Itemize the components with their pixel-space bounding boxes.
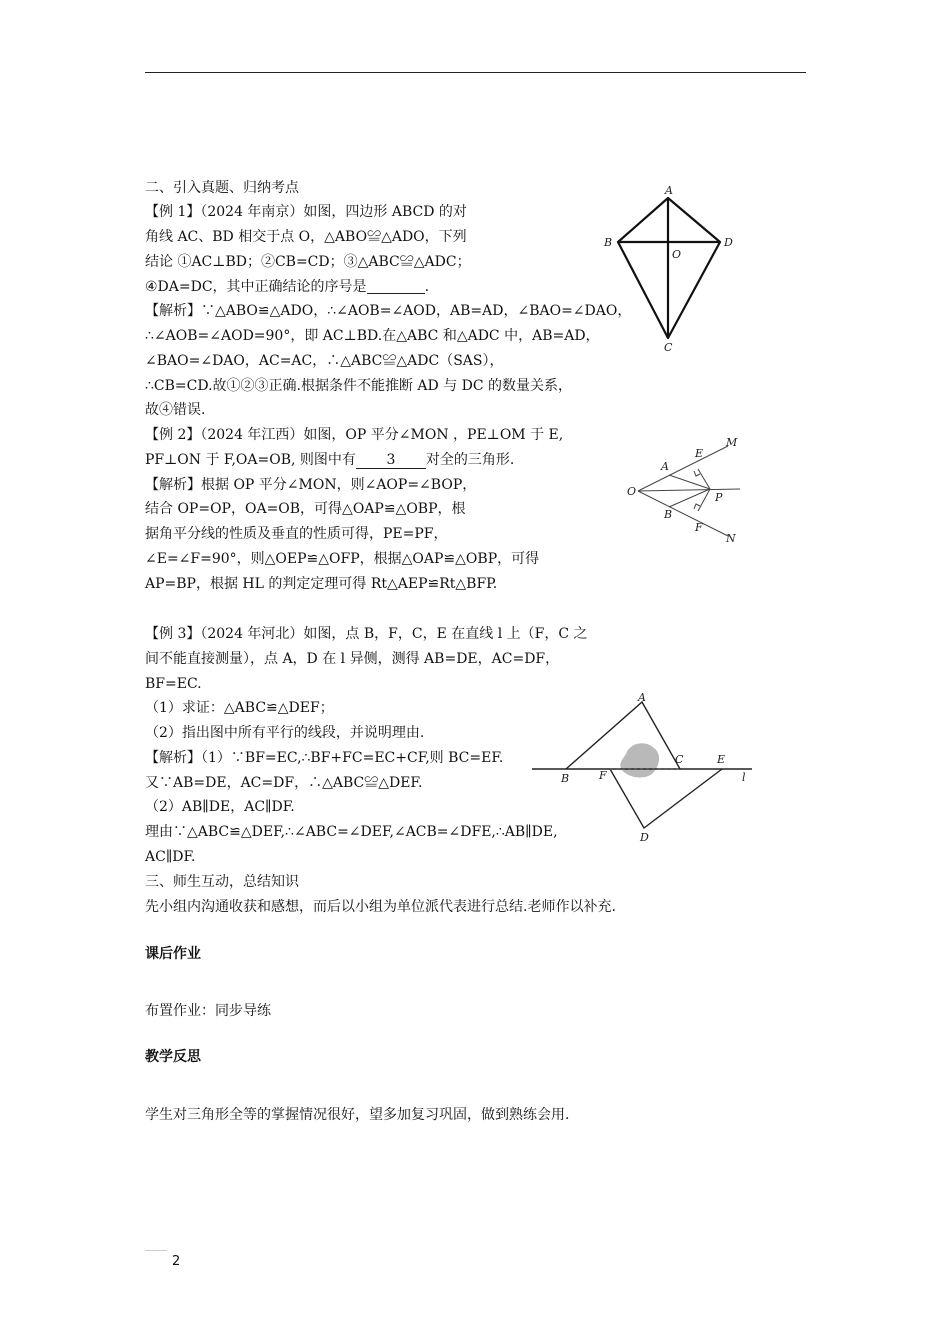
triangles-on-line-figure <box>528 690 764 846</box>
label-e: E <box>717 753 726 766</box>
label-c: C <box>664 341 673 354</box>
text-line: PF⊥ON 于 F,OA=OB, 则图中有 3 对全的三角形. <box>145 452 515 468</box>
text-line: ∴∠AOB=∠AOD=90°，即 AC⊥BD.在△ABC 和△ADC 中，AB=AD， <box>145 328 600 344</box>
triangle-def <box>610 769 722 828</box>
text-line: 结合 OP=OP，OA=OB，可得△OAP≌△OBP，根 <box>145 501 466 517</box>
segment-ap <box>669 475 710 489</box>
text-line: 间不能直接测量），点 A，D 在 l 异侧，测得 AB=DE，AC=DF， <box>145 651 560 667</box>
text-line: 学生对三角形全等的掌握情况很好，望多加复习巩固，做到熟练会用. <box>145 1107 570 1123</box>
segment-bp <box>669 489 710 507</box>
text-line: 【例 1】（2024 年南京）如图，四边形 ABCD 的对 <box>145 204 467 220</box>
section-heading: 课后作业 <box>145 946 201 962</box>
text-line: 布置作业：同步导练 <box>145 1003 271 1019</box>
label-e: E <box>695 447 704 460</box>
text-line: 结论 ①AC⊥BD；②CB=CD；③△ABC≌△ADC； <box>145 254 471 270</box>
ray-op <box>638 489 740 491</box>
label-m: M <box>726 436 738 449</box>
label-f: F <box>695 521 703 534</box>
text-line: 【解析】∵△ABO≌△ADO，∴∠AOB=∠AOD，AB=AD，∠BAO=∠DAO， <box>145 303 632 319</box>
label-n: N <box>726 532 736 545</box>
text-line: AC∥DF. <box>145 849 196 865</box>
obstacle-blob <box>620 743 659 777</box>
answer-blank <box>367 279 425 294</box>
label-d: D <box>724 236 733 249</box>
label-b: B <box>604 236 613 249</box>
text-line: 又∵AB=DE，AC=DF，∴△ABC≌△DEF. <box>145 775 423 791</box>
text-line: ∠BAO=∠DAO，AC=AC，∴△ABC≌△ADC（SAS）， <box>145 353 504 369</box>
section-heading: 三、师生互动，总结知识 <box>145 874 299 890</box>
text-line: ∠E=∠F=90°，则△OEP≌△OFP，根据△OAP≌△OBP，可得 <box>145 551 540 567</box>
text-line: 先小组内沟通收获和感想，而后以小组为单位派代表进行总结.老师作以补充. <box>145 899 616 915</box>
answer-blank: 3 <box>356 452 426 469</box>
page-number: 2 <box>172 1254 181 1269</box>
label-b: B <box>664 508 673 521</box>
label-a: A <box>665 184 673 197</box>
angle-bisector-figure <box>624 434 750 546</box>
label-o: O <box>627 485 637 498</box>
label-o: O <box>672 248 682 261</box>
text-line: 【例 3】（2024 年河北）如图，点 B，F，C，E 在直线 l 上（F，C 之 <box>145 626 588 642</box>
text-line: （2）指出图中所有平行的线段，并说明理由. <box>145 725 425 741</box>
kite-figure <box>598 184 748 356</box>
text-line: BF=EC. <box>145 676 202 692</box>
text-line: 故④错误. <box>145 402 206 418</box>
label-c: C <box>675 753 684 766</box>
text-line: 据角平分线的性质及垂直的性质可得，PE=PF， <box>145 526 448 542</box>
text-line: ∴CB=CD.故①②③正确.根据条件不能推断 AD 与 DC 的数量关系， <box>145 378 573 394</box>
text-line: （1）求证：△ABC≌△DEF； <box>145 700 334 716</box>
text-line: 角线 AC、BD 相交于点 O，△ABO≌△ADO，下列 <box>145 229 467 245</box>
text-line: 【解析】根据 OP 平分∠MON，则∠AOP=∠BOP， <box>145 477 477 493</box>
text-line: （2）AB∥DE，AC∥DF. <box>145 799 295 815</box>
text-line: 理由∵△ABC≌△DEF,∴∠ABC=∠DEF,∠ACB=∠DFE,∴AB∥DE, <box>145 824 558 840</box>
text-line: ④DA=DC，其中正确结论的序号是 . <box>145 279 430 295</box>
section-heading: 二、引入真题、归纳考点 <box>145 180 299 196</box>
segment-fp <box>698 489 710 511</box>
footer-mark <box>145 1250 167 1251</box>
text-line: AP=BP，根据 HL 的判定定理可得 Rt△AEP≌Rt△BFP. <box>145 576 498 592</box>
section-heading: 教学反思 <box>145 1049 201 1065</box>
label-d: D <box>640 831 649 844</box>
label-f: F <box>599 769 607 782</box>
label-a: A <box>638 691 646 704</box>
ray-om <box>638 446 728 491</box>
label-b: B <box>561 772 570 785</box>
header-rule <box>145 72 806 73</box>
text-line: 【解析】（1）∵BF=EC,∴BF+FC=EC+CF,则 BC=EF. <box>145 750 504 766</box>
label-p: P <box>715 491 723 504</box>
text-line: 【例 2】（2024 年江西）如图，OP 平分∠MON ，PE⊥OM 于 E, <box>145 427 564 443</box>
label-l: l <box>742 771 746 784</box>
label-a: A <box>661 460 669 473</box>
